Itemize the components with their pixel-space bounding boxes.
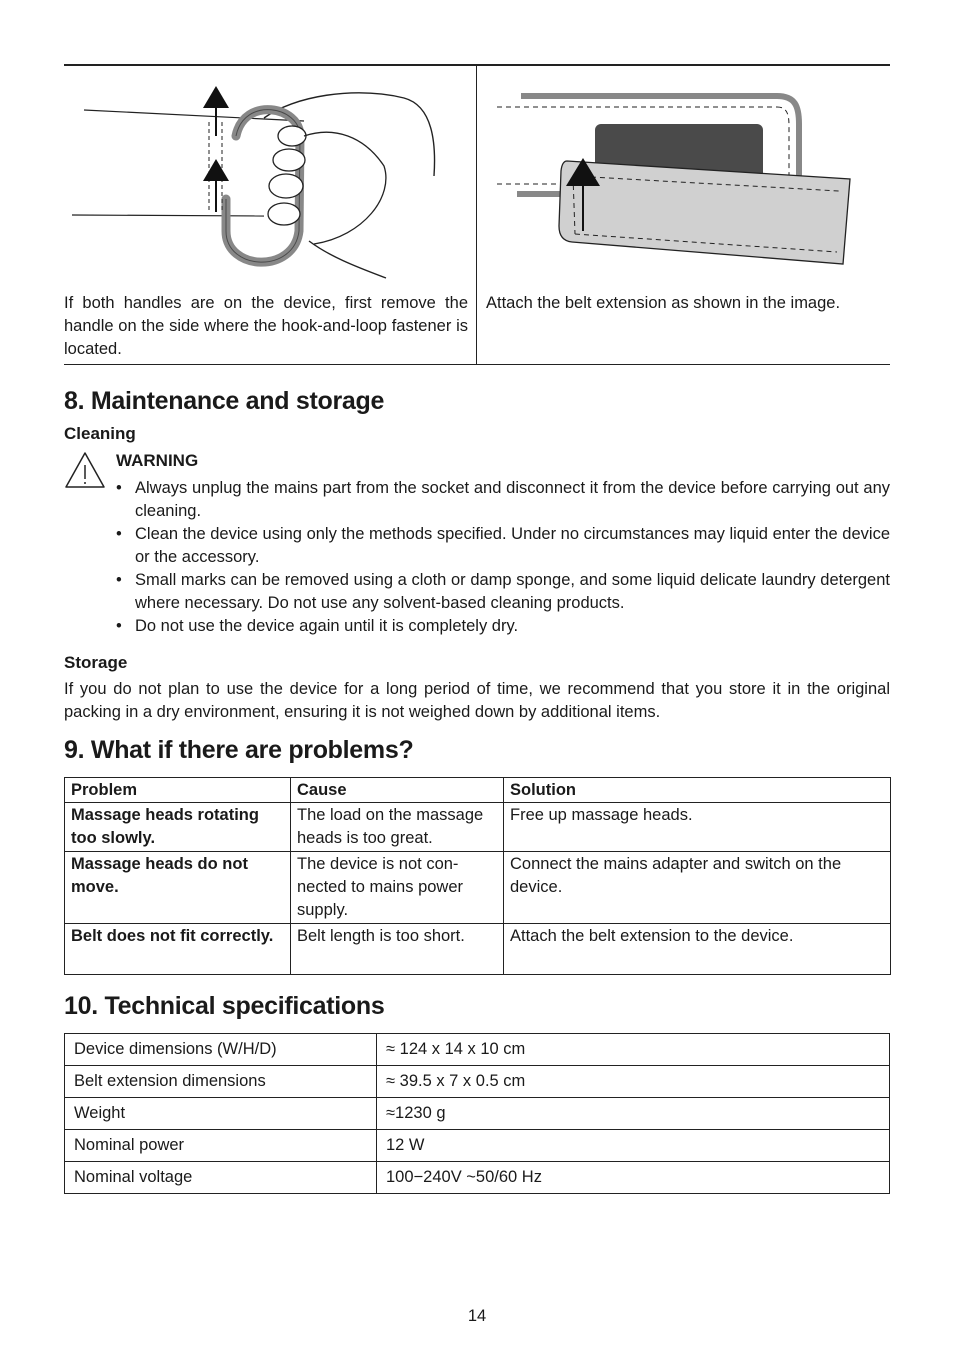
warning-list	[116, 477, 890, 638]
cleaning-heading: Cleaning	[64, 424, 136, 443]
manual-page	[64, 64, 890, 1325]
problem-cell: Massage heads rotating too slowly.	[65, 803, 291, 852]
solution-cell: Attach the belt extension to the device.	[504, 924, 891, 975]
warning-icon	[64, 450, 106, 490]
warning-title: WARNING	[116, 451, 199, 470]
warning-item: • Small marks can be removed using a cloth or damp sponge, and some liquid delicate laundry detergent where necessary. Do not use any solvent-based cleaning products.	[116, 569, 890, 615]
table-row	[65, 924, 891, 975]
column-header-solution: Solution	[504, 778, 891, 803]
problems-heading: 9. What if there are problems?	[64, 736, 414, 764]
table-row	[65, 1098, 890, 1130]
cause-cell: The load on the massage heads is too great.	[291, 803, 504, 852]
table-header-row	[65, 778, 891, 803]
specs-heading: 10. Technical specifications	[64, 992, 385, 1020]
spec-label: Nominal voltage	[65, 1162, 377, 1194]
spec-label: Nominal power	[65, 1130, 377, 1162]
column-header-problem: Problem	[65, 778, 291, 803]
cause-cell: Belt length is too short.	[291, 924, 504, 975]
storage-heading: Storage	[64, 653, 128, 672]
right-figure-caption: Attach the belt extension as shown in the image.	[486, 294, 841, 312]
remove-handle-illustration	[64, 66, 476, 286]
left-figure-caption: If both handles are on the device, first remove the handle on the side where the hook-and-loop fastener is located.	[64, 294, 468, 358]
figure-table	[64, 64, 890, 365]
spec-value: ≈ 39.5 x 7 x 0.5 cm	[377, 1066, 890, 1098]
figure-cell-remove-handle	[64, 66, 477, 364]
table-row	[65, 1034, 890, 1066]
solution-cell: Free up massage heads.	[504, 803, 891, 852]
problems-table	[64, 777, 891, 975]
spec-value: ≈1230 g	[377, 1098, 890, 1130]
storage-text: If you do not plan to use the device for a long period of time, we recommend that you store it in the original packing in a dry environment, ensuring it is not weighed down by additional items.	[64, 680, 890, 721]
spec-label: Belt extension dimensions	[65, 1066, 377, 1098]
belt-extension-illustration	[477, 66, 889, 286]
table-row	[65, 1162, 890, 1194]
table-row	[65, 1066, 890, 1098]
warning-item: • Always unplug the mains part from the socket and disconnect it from the device before carrying out any cleaning.	[116, 477, 890, 523]
column-header-cause: Cause	[291, 778, 504, 803]
table-row	[65, 803, 891, 852]
table-row	[65, 1130, 890, 1162]
spec-label: Weight	[65, 1098, 377, 1130]
spec-value: 12 W	[377, 1130, 890, 1162]
cause-cell: The device is not con-nected to mains power supply.	[291, 852, 504, 924]
spec-value: ≈ 124 x 14 x 10 cm	[377, 1034, 890, 1066]
specs-table	[64, 1033, 890, 1194]
spec-label: Device dimensions (W/H/D)	[65, 1034, 377, 1066]
table-row	[65, 852, 891, 924]
page-number: 14	[467, 1307, 487, 1325]
maintenance-heading: 8. Maintenance and storage	[64, 387, 385, 415]
spec-value: 100−240V ~50/60 Hz	[377, 1162, 890, 1194]
solution-cell: Connect the mains adapter and switch on the device.	[504, 852, 891, 924]
warning-item: • Clean the device using only the methods specified. Under no circumstances may liquid enter the device or the accessory.	[116, 523, 890, 569]
problem-cell: Belt does not fit correctly.	[65, 924, 291, 975]
figure-cell-belt-extension	[477, 66, 890, 364]
problem-cell: Massage heads do not move.	[65, 852, 291, 924]
warning-item: • Do not use the device again until it is completely dry.	[116, 615, 890, 638]
